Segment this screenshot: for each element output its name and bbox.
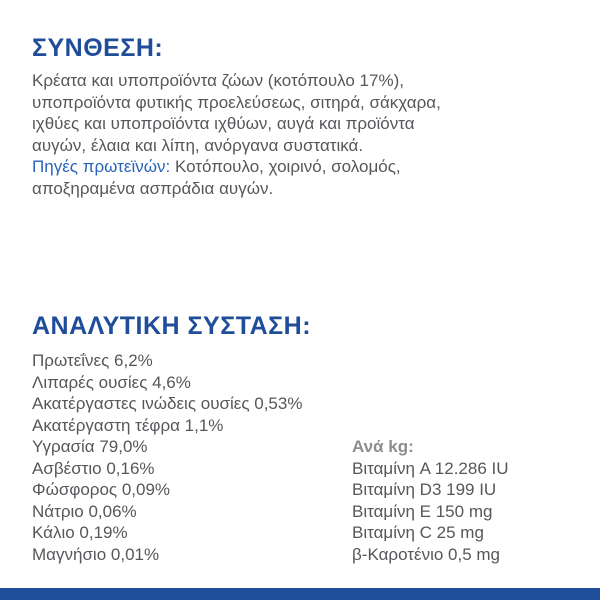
vitamin-item: β-Καροτένιο 0,5 mg: [352, 544, 501, 564]
vitamins-list: [352, 436, 509, 565]
protein-sources-text: Κοτόπουλο, χοιρινό, σολομός,: [170, 157, 401, 176]
analysis-item: Υγρασία 79,0%: [32, 437, 148, 456]
composition-line: αυγών, έλαια και λίπη, ανόργανα συστατικά.: [32, 135, 364, 155]
analysis-item: Ακατέργαστη τέφρα 1,1%: [32, 415, 224, 435]
analysis-item: Νάτριο 0,06%: [32, 501, 137, 521]
analysis-item: Φώσφορος 0,09%: [32, 480, 171, 499]
vitamins-heading: Ανά kg:: [352, 437, 414, 456]
analysis-heading: ΑΝΑΛΥΤΙΚΗ ΣΥΣΤΑΣΗ:: [32, 312, 312, 340]
composition-heading: ΣΥΝΘΕΣΗ:: [32, 34, 164, 62]
analysis-item: Ακατέργαστες ινώδεις ουσίες 0,53%: [32, 394, 303, 413]
analysis-item: Λιπαρές ουσίες 4,6%: [32, 372, 191, 392]
composition-line: ιχθύες και υποπροϊόντα ιχθύων, αυγά και προϊόντα: [32, 114, 415, 133]
analysis-item: Πρωτεΐνες 6,2%: [32, 351, 153, 370]
protein-sources-label: Πηγές πρωτεϊνών:: [32, 157, 171, 176]
vitamin-item: Βιταμίνη C 25 mg: [352, 523, 484, 542]
vitamin-item: Βιταμίνη D3 199 IU: [352, 480, 497, 499]
composition-line: Κρέατα και υποπροϊόντα ζώων (κοτόπουλο 17%),: [32, 71, 404, 90]
protein-sources-text-continued: αποξηραμένα ασπράδια αυγών.: [32, 178, 274, 198]
vitamin-item: Βιταμίνη A 12.286 IU: [352, 458, 509, 478]
analysis-item: Κάλιο 0,19%: [32, 523, 128, 542]
composition-line: υποπροϊόντα φυτικής προελεύσεως, σιτηρά, σάκχαρα,: [32, 92, 441, 112]
vitamin-item: Βιταμίνη E 150 mg: [352, 501, 493, 521]
analysis-item: Μαγνήσιο 0,01%: [32, 544, 160, 564]
composition-text: [32, 70, 577, 199]
bottom-accent-bar: [0, 588, 600, 600]
analysis-list: [32, 350, 302, 565]
protein-sources-line: [32, 156, 577, 178]
analysis-item: Ασβέστιο 0,16%: [32, 458, 155, 478]
